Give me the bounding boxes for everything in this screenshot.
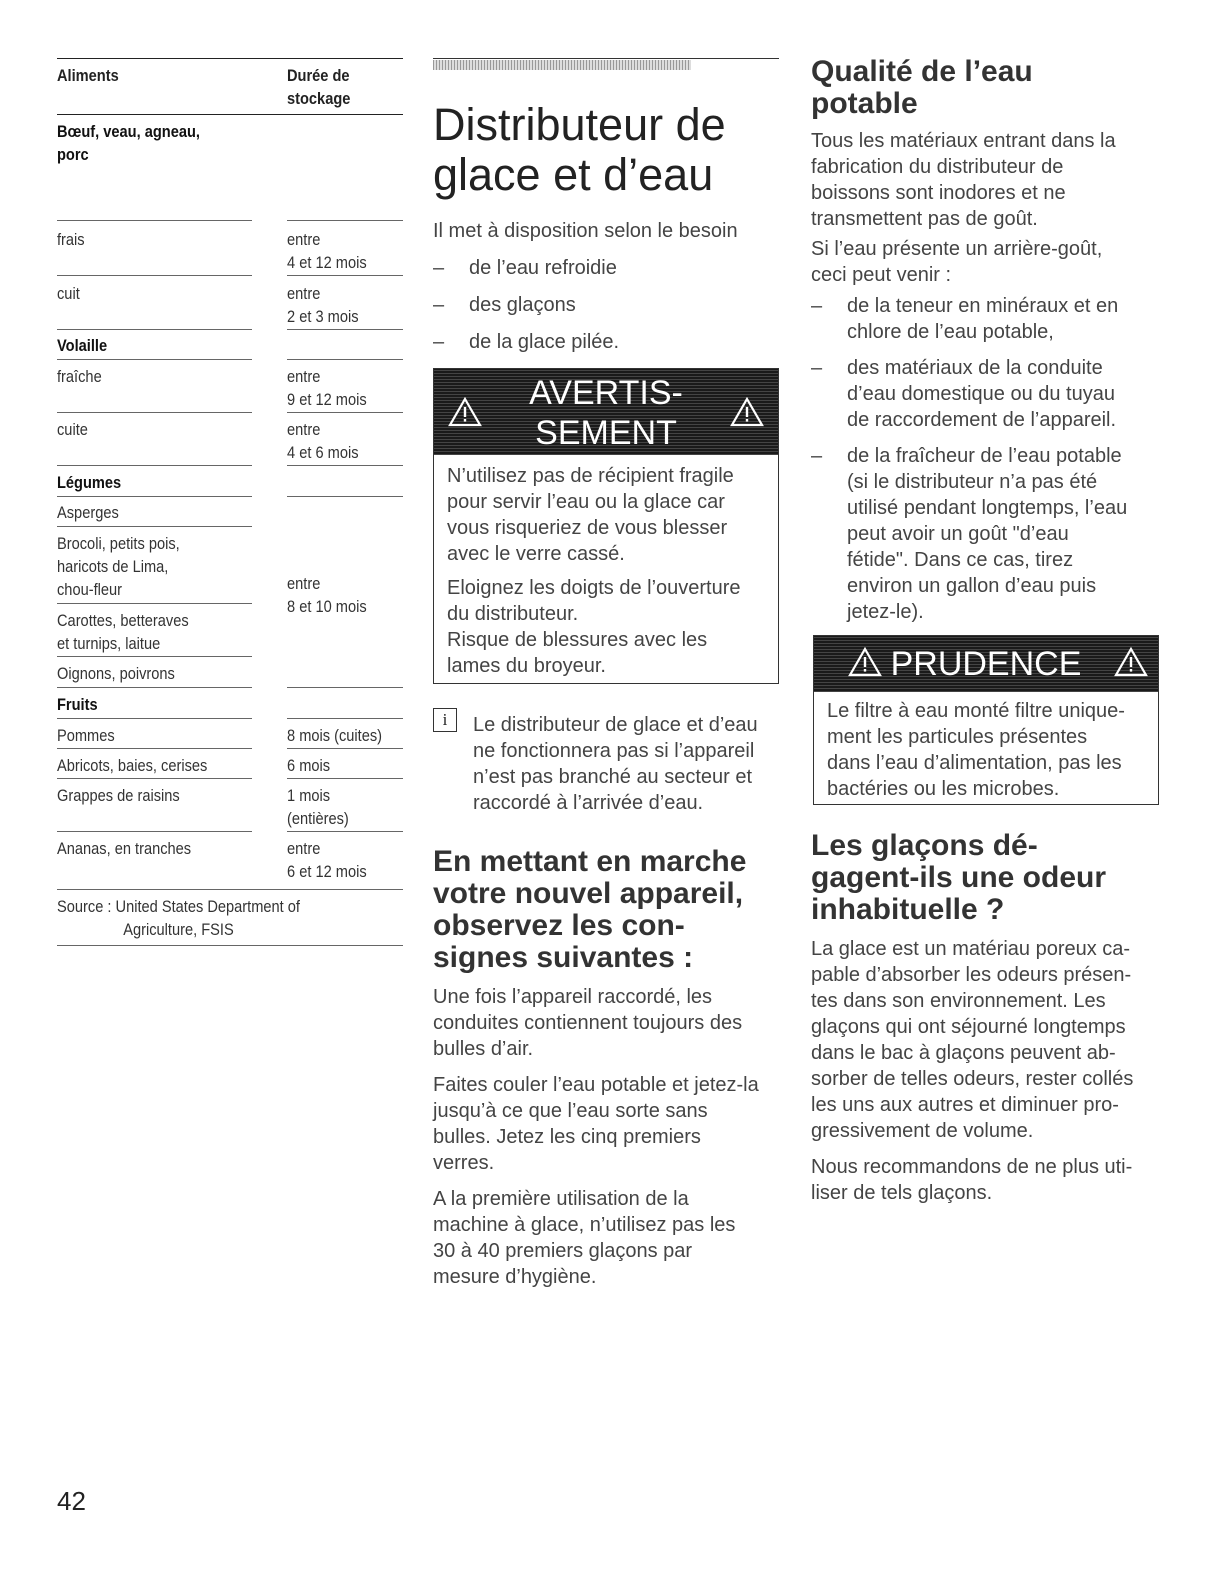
duration-cell: entre 8 et 10 mois — [287, 574, 367, 616]
table-row: Asperges — [57, 503, 119, 522]
table-row: cuit — [57, 284, 80, 303]
storage-table — [57, 58, 403, 939]
caution-box — [813, 635, 1159, 805]
caution-header — [814, 636, 1158, 692]
table-header — [57, 58, 403, 115]
paragraph: Si l’eau présente un arrière-goût, ceci peut venir : — [811, 238, 1103, 286]
duration-cell: entre 4 et 12 mois — [287, 230, 367, 272]
warning-text-2: Eloignez les doigts de l’ouverture du distributeur. Risque de blessures avec les lames du broyeur. — [447, 577, 741, 677]
page-title: Distributeur de glace et d’eau — [433, 99, 726, 200]
section-title-startup: En mettant en marche votre nouvel appareil, observez les con- signes suivantes : — [433, 845, 747, 974]
duration-cell: 8 mois (cuites) — [287, 726, 383, 745]
category-vegetables: Légumes — [57, 473, 122, 492]
table-row: fraîche — [57, 367, 102, 386]
warning-label: AVERTIS- — [529, 374, 683, 412]
header-food: Aliments — [57, 66, 119, 85]
paragraph: Tous les matériaux entrant dans la fabrication du distributeur de boissons sont inodores et ne transmettent pas de goût. — [811, 130, 1116, 230]
warning-triangle-icon — [1114, 647, 1148, 677]
intro-text: Il met à disposition selon le besoin — [433, 220, 738, 242]
table-row: Brocoli, petits pois, haricots de Lima, chou-fleur — [57, 534, 180, 599]
category-poultry: Volaille — [57, 336, 108, 355]
warning-text-1: N’utilisez pas de récipient fragile pour servir l’eau ou la glace car vous risqueriez de vous blesser avec le verre cassé. — [447, 465, 734, 565]
warning-box — [433, 368, 779, 684]
duration-cell: 1 mois (entières) — [287, 786, 349, 828]
section-title-ice-odor: Les glaçons dé- gagent-ils une odeur inhabituelle ? — [811, 829, 1107, 926]
table-source: Source : United States Department of Agriculture, FSIS — [57, 897, 300, 939]
paragraph: A la première utilisation de la machine à glace, n’utilisez pas les 30 à 40 premiers glaçons par mesure d’hygiène. — [433, 1188, 736, 1288]
table-body — [57, 115, 403, 939]
info-icon: i — [433, 708, 457, 732]
duration-cell: entre 4 et 6 mois — [287, 420, 359, 462]
section-title-water-quality: Qualité de l’eau potable — [811, 55, 1033, 120]
category-beef: Bœuf, veau, agneau, porc — [57, 122, 200, 164]
paragraph: Faites couler l’eau potable et jetez-la jusqu’à ce que l’eau sorte sans bulles. Jetez les cinq premiers verres. — [433, 1074, 759, 1174]
duration-cell: entre 6 et 12 mois — [287, 839, 367, 881]
page-number: 42 — [57, 1486, 86, 1516]
duration-cell: entre 2 et 3 mois — [287, 284, 359, 326]
paragraph: La glace est un matériau poreux ca- pable d’absorber les odeurs présen- tes dans son environnement. Les glaçons qui ont séjourné longtemps dans le bac à glaçons peuvent ab- sorber de telles odeurs, rester collés les uns aux autres et diminuer pro- gressivement de volume. — [811, 938, 1134, 1142]
header-rule — [433, 58, 779, 59]
table-row: Grappes de raisins — [57, 786, 180, 805]
info-note: Le distributeur de glace et d’eau ne fonctionnera pas si l’appareil n’est pas branché au secteur et raccordé à l’arrivée d’eau. — [473, 714, 758, 814]
caution-text: Le filtre à eau monté filtre unique- ment les particules présentes dans l’eau d’alimentation, pas les bactéries ou les microbes. — [827, 700, 1125, 800]
paragraph: Une fois l’appareil raccordé, les conduites contiennent toujours des bulles d’air. — [433, 986, 743, 1060]
caution-label: PRUDENCE — [890, 645, 1082, 683]
table-row: frais — [57, 230, 85, 249]
category-fruits: Fruits — [57, 695, 98, 714]
table-row: Oignons, poivrons — [57, 664, 175, 683]
duration-cell: 6 mois — [287, 756, 331, 775]
warning-triangle-icon — [730, 397, 764, 427]
table-row: Pommes — [57, 726, 115, 745]
paragraph: Nous recommandons de ne plus uti- liser de tels glaçons. — [811, 1156, 1133, 1204]
warning-header: AVERTIS- SEMENT — [434, 369, 778, 455]
table-row: Carottes, betteraves et turnips, laitue — [57, 611, 189, 653]
table-row: Abricots, baies, cerises — [57, 756, 208, 775]
table-row: cuite — [57, 420, 88, 439]
header-duration: Durée de stockage — [287, 66, 351, 108]
duration-cell: entre 9 et 12 mois — [287, 367, 367, 409]
table-row: Ananas, en tranches — [57, 839, 192, 858]
